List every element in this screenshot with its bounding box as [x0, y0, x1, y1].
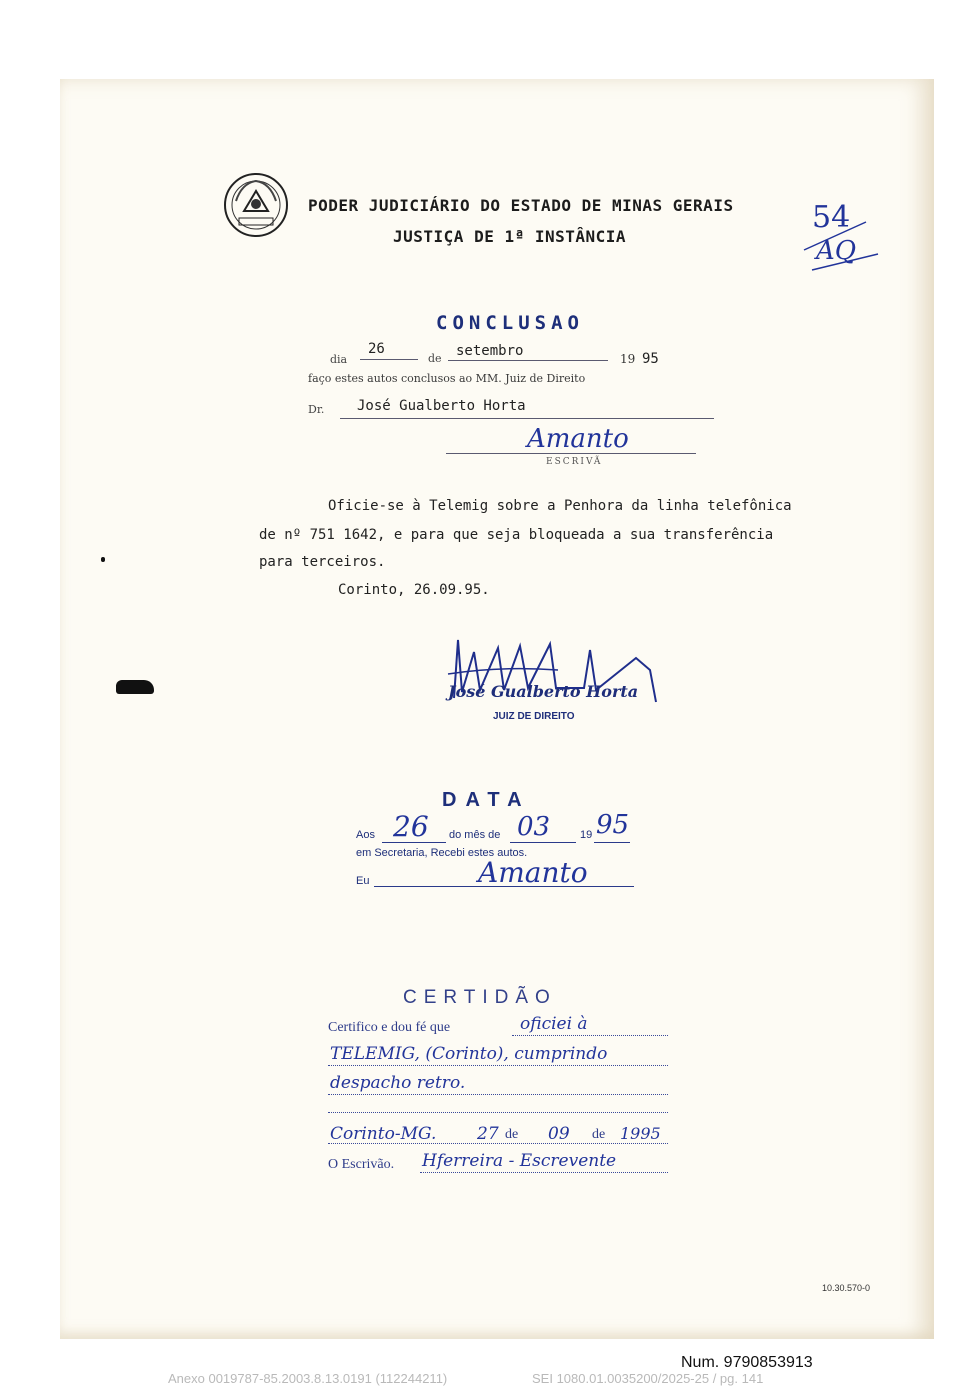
data-month-label: do mês de: [449, 829, 501, 841]
data-month: 03: [517, 812, 551, 842]
conclusao-month-line: [448, 360, 608, 361]
judge-stamp-title: JUIZ DE DIREITO: [493, 711, 575, 722]
certidao-dotted-3: [328, 1094, 668, 1095]
certidao-dotted-5: [328, 1143, 668, 1144]
conclusao-role: ESCRIVÃ: [546, 457, 603, 467]
footer-anexo: Anexo 0019787-85.2003.8.13.0191 (112244211): [168, 1371, 448, 1386]
certidao-escrivao-signature: Hferreira - Escrevente: [422, 1151, 617, 1171]
despacho-line-2: de nº 751 1642, e para que seja bloqueada a sua transferência: [259, 527, 774, 543]
certidao-month: 09: [548, 1124, 570, 1144]
data-signature: Amanto: [478, 856, 588, 889]
ink-dot: [101, 557, 105, 562]
data-aos-label: Aos: [356, 829, 375, 841]
page-number-annotation: 54: [812, 200, 851, 235]
conclusao-day-line: [360, 359, 418, 360]
conclusao-judge-name: José Gualberto Horta: [357, 398, 526, 414]
conclusao-year: 95: [642, 351, 659, 367]
conclusao-day-label: dia: [330, 353, 348, 366]
certidao-dotted-4: [328, 1112, 668, 1113]
despacho-place-date: Corinto, 26.09.95.: [338, 582, 490, 598]
data-title: DATA: [442, 789, 531, 811]
certidao-de-1: de: [505, 1127, 519, 1142]
certidao-dotted-2: [328, 1065, 668, 1066]
conclusao-month: setembro: [456, 343, 524, 359]
data-day: 26: [393, 810, 429, 843]
certidao-year: 1995: [620, 1124, 661, 1143]
data-year: 95: [596, 810, 630, 840]
header-line-2: JUSTIÇA DE 1ª INSTÂNCIA: [393, 227, 627, 246]
certidao-hand-line-2: TELEMIG, (Corinto), cumprindo: [330, 1044, 608, 1064]
judge-stamp-name: José Gualberto Horta: [448, 682, 639, 701]
certidao-intro: Certifico e dou fé que: [328, 1020, 451, 1035]
conclusao-de-label: de: [428, 352, 442, 365]
header-line-1: PODER JUDICIÁRIO DO ESTADO DE MINAS GERAIS: [308, 196, 734, 215]
footer-document-number: Num. 9790853913: [681, 1354, 813, 1371]
coat-of-arms-seal: [222, 171, 290, 243]
despacho-line-3: para terceiros.: [259, 554, 386, 570]
data-day-line: [382, 842, 446, 843]
page-initials-annotation: AQ: [816, 236, 857, 266]
data-eu-label: Eu: [356, 875, 370, 887]
conclusao-line-2: faço estes autos conclusos ao MM. Juiz de Direito: [308, 372, 586, 385]
data-month-line: [510, 842, 576, 843]
conclusao-dr-label: Dr.: [308, 403, 325, 416]
despacho-line-1: Oficie-se à Telemig sobre a Penhora da linha telefônica: [328, 498, 792, 514]
conclusao-year-prefix: 19: [620, 352, 636, 366]
conclusao-day: 26: [368, 341, 385, 357]
certidao-dotted-1: [512, 1035, 668, 1036]
form-code: 10.30.570-0: [822, 1283, 871, 1293]
certidao-hand-line-3: despacho retro.: [330, 1073, 466, 1093]
certidao-place: Corinto-MG.: [330, 1124, 437, 1144]
page-annotation-strokes: [800, 208, 880, 278]
data-year-line: [594, 842, 630, 843]
conclusao-signature: Amanto: [527, 424, 629, 454]
certidao-de-2: de: [592, 1127, 606, 1142]
conclusao-signature-line: [446, 453, 696, 454]
certidao-hand-line-1: oficiei à: [520, 1014, 588, 1034]
data-year-prefix: 19: [580, 829, 593, 841]
certidao-day: 27: [477, 1124, 499, 1144]
certidao-title: CERTIDÃO: [403, 987, 557, 1008]
data-line-2: em Secretaria, Recebi estes autos.: [356, 847, 528, 859]
certidao-escrivao-label: O Escrivão.: [328, 1157, 395, 1172]
footer-sei: SEI 1080.01.0035200/2025-25 / pg. 141: [532, 1371, 764, 1386]
certidao-dotted-6: [420, 1172, 668, 1173]
conclusao-judge-line: [340, 418, 714, 419]
ink-blot: [116, 680, 154, 694]
conclusao-title: CONCLUSAO: [436, 312, 584, 334]
